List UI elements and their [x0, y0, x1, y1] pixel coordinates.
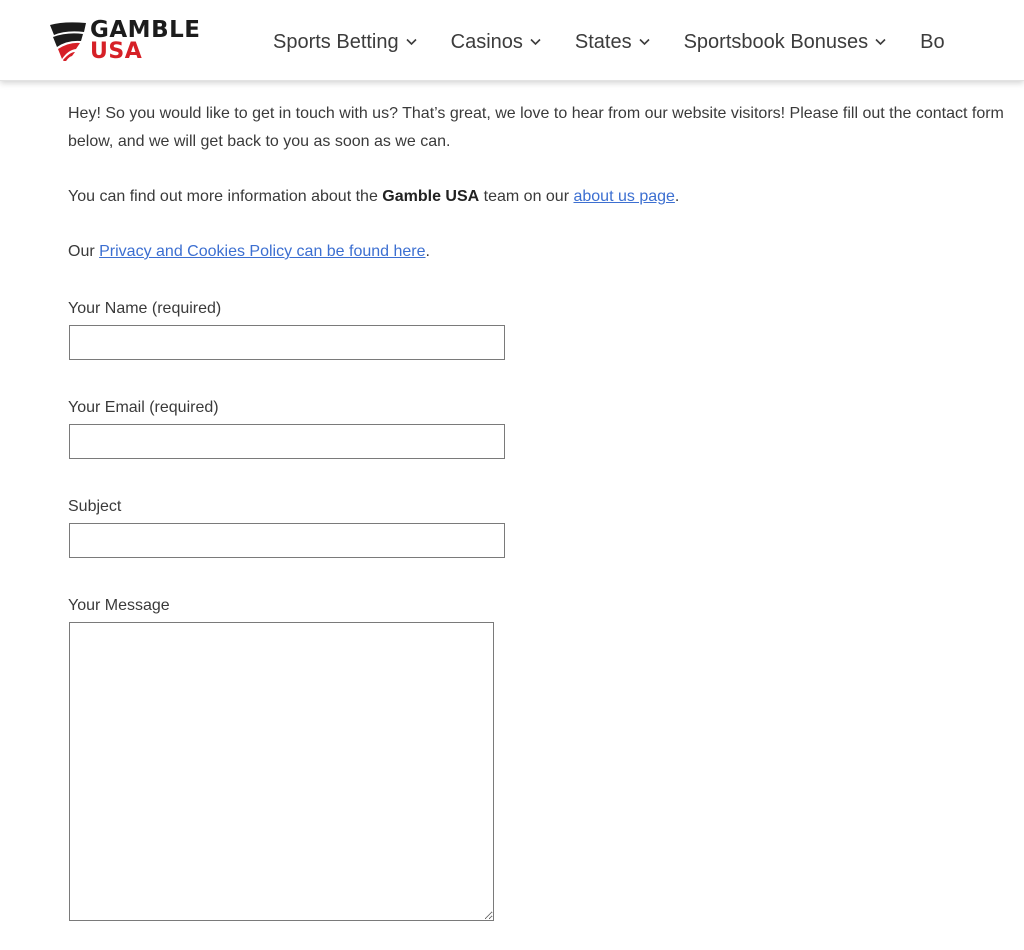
nav-item-states[interactable] — [575, 29, 650, 55]
about-paragraph — [68, 183, 1008, 211]
privacy-prefix: Our — [68, 243, 100, 260]
nav-item-bonuses-truncated[interactable] — [920, 29, 944, 55]
privacy-paragraph — [68, 238, 1008, 266]
logo-text-gamble: GAMBLE — [90, 17, 201, 43]
about-prefix: You can find out more information about the — [68, 188, 383, 205]
chevron-down-icon — [406, 38, 417, 46]
site-header — [0, 0, 1024, 81]
name-label: Your Name (required) — [68, 300, 222, 317]
nav-item-sportsbook-bonuses[interactable] — [684, 29, 887, 55]
chevron-down-icon — [875, 38, 886, 46]
nav-item-sports-betting[interactable] — [273, 29, 417, 55]
nav-item-casinos[interactable] — [451, 29, 541, 55]
brand-name: Gamble USA — [382, 188, 480, 205]
subject-label: Subject — [68, 498, 122, 515]
about-middle: team on our — [479, 188, 574, 205]
intro-paragraph — [68, 100, 1008, 156]
privacy-policy-link[interactable]: Privacy and Cookies Policy can be found here — [99, 243, 426, 260]
subject-input[interactable] — [69, 523, 505, 558]
email-label: Your Email (required) — [68, 399, 219, 416]
nav-item-label: Sportsbook Bonuses — [683, 31, 869, 53]
privacy-suffix: . — [425, 243, 430, 260]
flag-swoosh-icon — [50, 19, 88, 61]
message-label: Your Message — [68, 597, 170, 614]
logo-text-usa: USA — [90, 39, 143, 64]
message-textarea[interactable] — [69, 622, 494, 921]
email-input[interactable] — [69, 424, 505, 459]
nav-item-label: Sports Betting — [273, 31, 399, 53]
name-input[interactable] — [69, 325, 505, 360]
about-suffix: . — [674, 188, 680, 205]
contact-intro — [68, 100, 1008, 293]
chevron-down-icon — [639, 38, 650, 46]
main-nav — [273, 29, 979, 55]
gamble-usa-logo[interactable] — [50, 17, 210, 63]
nav-item-label: Casinos — [450, 31, 523, 53]
nav-item-label: Bo — [920, 31, 945, 53]
nav-item-label: States — [574, 31, 632, 53]
chevron-down-icon — [530, 38, 541, 46]
intro-text: Hey! So you would like to get in touch with us? That’s great, we love to hear from our website visitors! Please fill out the contact form below, and we will get back to you as soon as we can. — [68, 105, 1004, 150]
about-us-link[interactable]: about us page — [573, 188, 675, 205]
